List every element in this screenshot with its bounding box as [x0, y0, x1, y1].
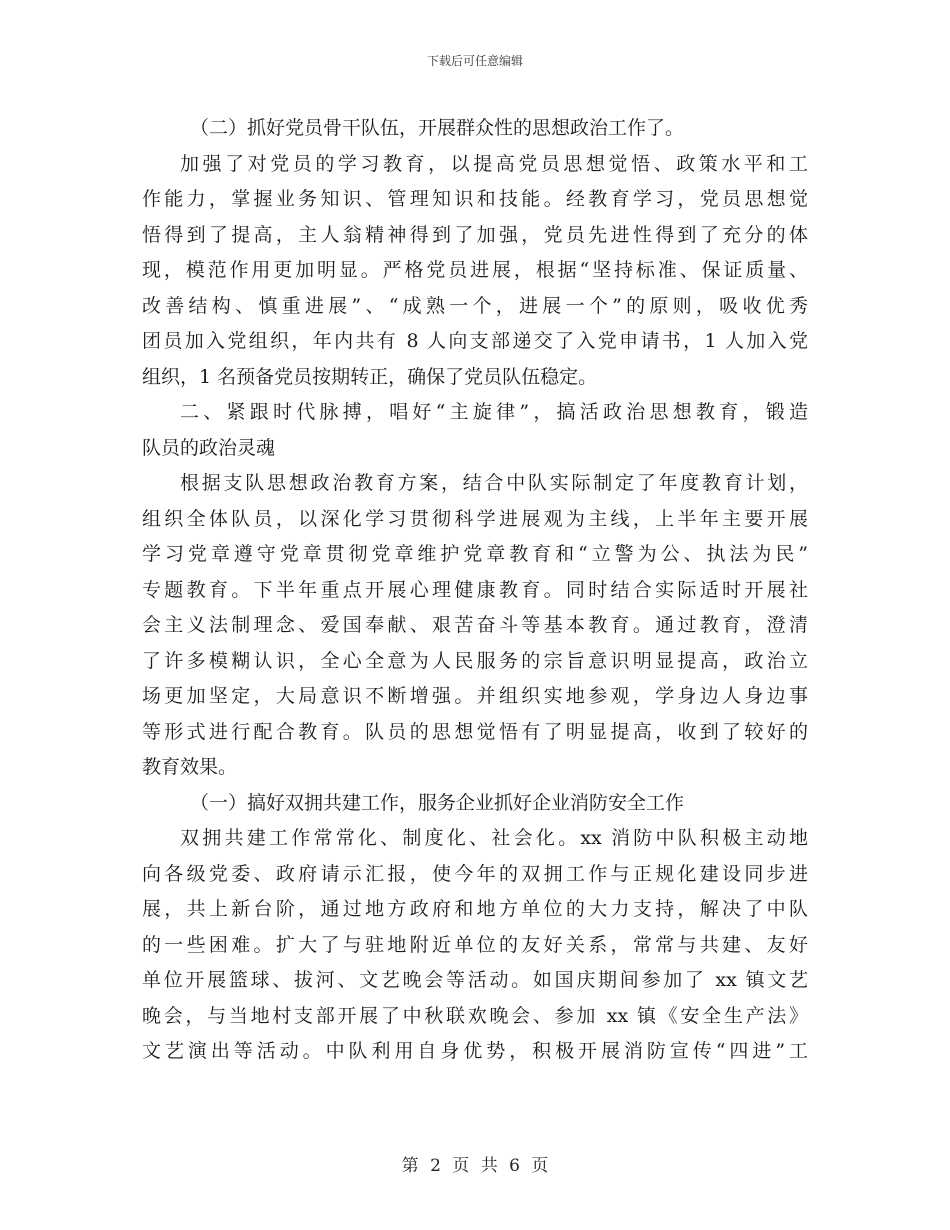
- paragraph-line: 场更加坚定，大局意识不断增强。并组织实地参观，学身边人身边事: [142, 685, 808, 707]
- paragraph-line: 现，模范作用更加明显。严格党员进展，根据“坚持标准、保证质量、: [142, 259, 808, 281]
- paragraph-line: 学习党章遵守党章贯彻党章维护党章教育和“立警为公、执法为民”: [142, 543, 808, 565]
- page-number: 第 2 页 共 6 页: [401, 1156, 549, 1176]
- page-header-note: 下载后可任意编辑: [426, 54, 523, 68]
- paragraph-line: 向各级党委、政府请示汇报，使今年的双拥工作与正规化建设同步进: [142, 862, 808, 885]
- paragraph-line: 会主义法制理念、爱国奉献、艰苦奋斗等基本教育。通过教育，澄清: [142, 614, 808, 636]
- paragraph-line: 晚会，与当地村支部开展了中秋联欢晚会、参加 xx 镇《安全生产法》: [142, 1004, 808, 1027]
- paragraph-line: 改善结构、慎重进展”、“成熟一个，进展一个”的原则，吸收优秀: [142, 294, 808, 317]
- paragraph-line: 团员加入党组织，年内共有 8 人向支部递交了入党申请书，1 人加入党: [142, 330, 808, 352]
- paragraph-line: 组织，1 名预备党员按期转正，确保了党员队伍稳定。: [142, 365, 598, 388]
- paragraph-line: 加强了对党员的学习教育，以提高党员思想觉悟、政策水平和工: [180, 152, 808, 175]
- paragraph-line: 的一些困难。扩大了与驻地附近单位的友好关系，常常与共建、友好: [142, 933, 808, 956]
- section-heading: 二、紧跟时代脉搏，唱好“主旋律”，搞活政治思想教育，锻造: [180, 401, 808, 423]
- paragraph-line: 组织全体队员，以深化学习贯彻科学进展观为主线，上半年主要开展: [142, 507, 808, 530]
- paragraph-line: 单位开展篮球、拔河、文艺晚会等活动。如国庆期间参加了 xx 镇文艺: [142, 969, 808, 991]
- section-heading: （二）抓好党员骨干队伍，开展群众性的思想政治工作了。: [190, 117, 685, 139]
- paragraph-line: 双拥共建工作常常化、制度化、社会化。xx 消防中队积极主动地: [180, 827, 808, 849]
- paragraph-line: 教育效果。: [142, 756, 238, 778]
- paragraph-line: 作能力，掌握业务知识、管理知识和技能。经教育学习，党员思想觉: [142, 188, 808, 210]
- section-heading: （一）搞好双拥共建工作，服务企业抓好企业消防安全工作: [190, 791, 685, 814]
- paragraph-line: 文艺演出等活动。中队利用自身优势，积极开展消防宣传“四进”工: [142, 1040, 808, 1062]
- paragraph-line: 等形式进行配合教育。队员的思想觉悟有了明显提高，收到了较好的: [142, 720, 808, 743]
- document-body: [142, 111, 808, 1070]
- section-heading-continuation: 队员的政治灵魂: [142, 436, 276, 459]
- paragraph-line: 根据支队思想政治教育方案，结合中队实际制定了年度教育计划，: [180, 472, 808, 494]
- paragraph-line: 了许多模糊认识，全心全意为人民服务的宗旨意识明显提高，政治立: [142, 649, 808, 672]
- paragraph-line: 展，共上新台阶，通过地方政府和地方单位的大力支持，解决了中队: [142, 898, 808, 920]
- paragraph-line: 专题教育。下半年重点开展心理健康教育。同时结合实际适时开展社: [142, 578, 808, 601]
- paragraph-line: 悟得到了提高，主人翁精神得到了加强，党员先进性得到了充分的体: [142, 223, 808, 246]
